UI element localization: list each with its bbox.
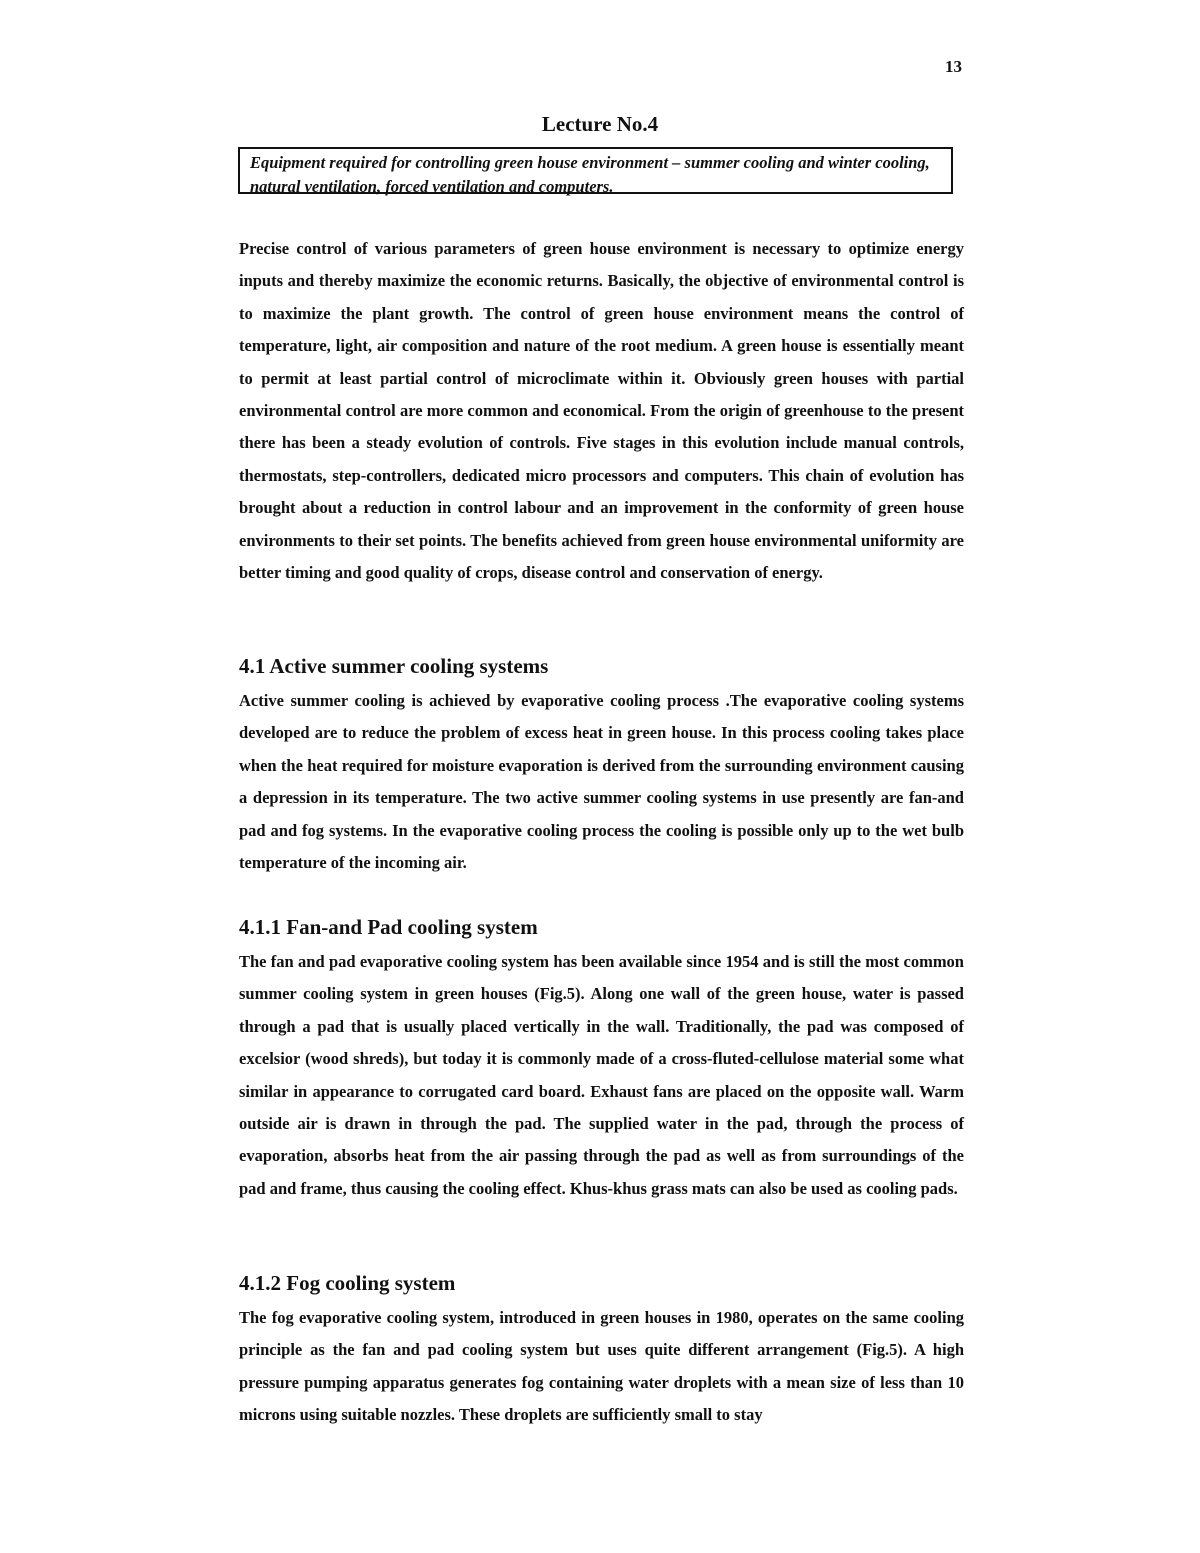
section-4-1-2 (239, 1271, 964, 1432)
section-4-1-1 (239, 915, 964, 1205)
paragraph-text: The fan and pad evaporative cooling system has been available since 1954 and is still the most common summer cooling system in green houses (Fig.5). Along one wall of the green house, water is passed through a pad that is usually placed vertically in the wall. Traditionally, the pad was composed of excelsior (239, 952, 964, 1069)
section-4-1-1-heading: 4.1.1 Fan-and Pad cooling system (239, 915, 538, 939)
section-4-1-2-paragraph: The fog evaporative cooling system, introduced in green houses in 1980, operates on the same cooling principle as the fan and pad cooling system but uses quite different arrangement (Fig.5). A high pressure pumping apparatus generates fog containing water droplets with a mean size of less than 10 microns using suitable nozzles. These droplets are sufficiently small to stay (239, 1308, 964, 1425)
emphasis-pad-material: cross-fluted-cellulose material (671, 1049, 884, 1069)
section-4-1-1-paragraph (239, 946, 964, 1205)
intro-paragraph: Precise control of various parameters of green house environment is necessary to optimize energy inputs and thereby maximize the economic returns. Basically, the objective of environmental control is to maximize the plant growth. The control of green house environment means the control of temperature, light, air composition and nature of the root medium. A green house is essentially meant to permit at least partial control of microclimate within it. Obviously green houses with partial environmental control are more common and economical. From the origin of greenhouse to the present there has been a steady evolution of controls. Five stages in this evolution include manual controls, thermostats, step-controllers, dedicated micro processors and computers. This chain of evolution has brought about a reduction in control labour and an improvement in the conformity of green house environments to their set points. The benefits achieved from green house environmental uniformity are better timing and good quality of crops, disease control and conservation of energy. (239, 239, 964, 583)
page-number: 13 (945, 57, 962, 76)
section-4-1-heading: 4.1 Active summer cooling systems (239, 654, 549, 678)
intro-section (239, 233, 964, 589)
emphasis-wood-shreds: (wood shreds) (305, 1049, 405, 1069)
lecture-title: Lecture No.4 (541, 112, 659, 136)
section-4-1-2-heading: 4.1.2 Fog cooling system (239, 1271, 456, 1295)
section-4-1 (239, 654, 964, 879)
paragraph-text: some what similar in appearance to corrugated card board. Exhaust fans are placed on the opposite wall. Warm outside air is drawn in through the pad. The supplied water in the pad, through the process of evaporation, absorbs heat from the air passing through the pad as well as from surroundings of the pad and frame, thus causing the cooling effect. Khus-khus grass mats can also be used as cooling pads. (239, 1049, 964, 1198)
section-4-1-paragraph: Active summer cooling is achieved by evaporative cooling process .The evaporative cooling systems developed are to reduce the problem of excess heat in green house. In this process cooling takes place when the heat required for moisture evaporation is derived from the surrounding environment causing a depression in its temperature. The two active summer cooling systems in use presently are fan-and pad and fog systems. In the evaporative cooling process the cooling is possible only up to the wet bulb temperature of the incoming air. (239, 691, 964, 873)
paragraph-text: , but today it is commonly made of a (404, 1049, 672, 1069)
topic-box: Equipment required for controlling green house environment – summer cooling and winter cooling, natural ventilation, forced ventilation and computers. (238, 147, 953, 194)
